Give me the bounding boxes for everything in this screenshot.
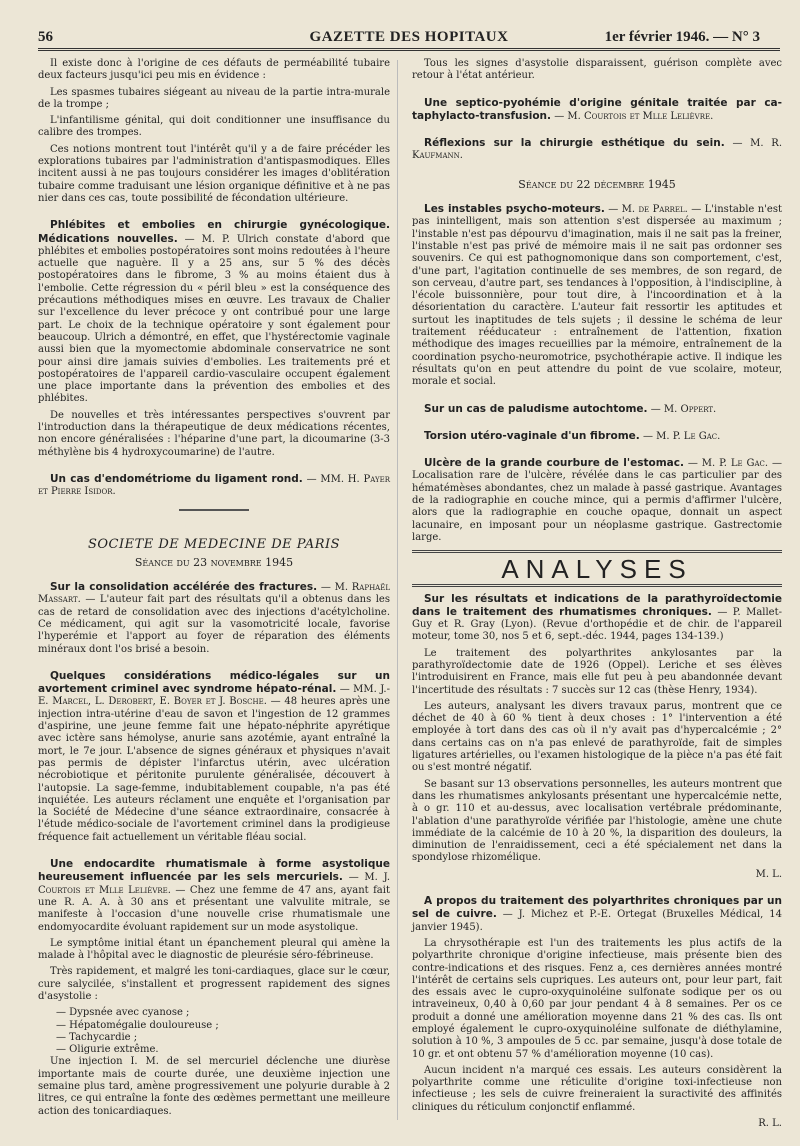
- paragraph: Les spasmes tubaires siégeant au niveau de la partie intra-murale de la trompe ;: [38, 86, 390, 110]
- right-column: [412, 58, 782, 1134]
- page-number: 56: [38, 29, 53, 45]
- section-heading-analyses: ANALYSES: [501, 554, 693, 585]
- article-title: Phlébites et embolies en chirurgie gynécologique. Médications nouvelles.: [38, 219, 390, 245]
- article-title: A propos du traitement des polyarthrites chroniques par un sel de cuivre.: [412, 895, 782, 921]
- article-author: — M. P. Le Gac.: [642, 430, 721, 442]
- paragraph: Le traitement des polyarthrites ankylosantes par la parathyroïdectomie date de 1926 (Oppel). Leriche et ses élèves l'introduisirent en France, mais elle fut peu à peu abandonnée devant l'incertitude des résultats : 7 succès sur 12 cas (thèse Henry, 1934).: [412, 647, 782, 696]
- paragraph: Il existe donc à l'origine de ces défauts de perméabilité tubaire deux facteurs jusqu'ici peu mis en évidence :: [38, 58, 390, 82]
- article-author: — M. P. Ulrich: [184, 233, 269, 245]
- article-title: Sur la consolidation accélérée des fractures.: [50, 581, 318, 594]
- paragraph: Tous les signes d'asystolie disparaissent, guérison complète avec retour à l'état antérieur.: [412, 58, 782, 82]
- article-author: — P. Mallet-Guy et R. Gray (Lyon). (Revue d'orthopédie et de chir. de l'appareil moteur, tome 30, nos 5 et 6, sept.-déc. 1944, pages 134-139.): [412, 606, 782, 643]
- article-title: Une endocardite rhumatismale à forme asystolique heureusement influencée par les sels mercuriels.: [38, 858, 390, 884]
- list-item: — Oligurie extrême.: [56, 1044, 159, 1056]
- article-author: — MM. H. Payer et Pierre Isidor.: [38, 473, 390, 498]
- list-item: — Tachycardie ;: [56, 1031, 138, 1043]
- paragraph: Ces notions montrent tout l'intérêt qu'il y a de faire précéder les explorations tubaires par l'administration d'antispasmodiques. Elles incitent aussi à ne pas toujours considérer les images d'oblitération tubaire comme traduisant une lésion organique définitive et à ne pas nier dans ces cas, toute possibilité de fécondation ultérieure.: [38, 143, 390, 204]
- article-title: Une septico-pyohémie d'origine génitale traitée par ca-taphylacto-transfusion.: [412, 96, 782, 122]
- article-title: Réflexions sur la chirurgie esthétique du sein.: [424, 137, 725, 150]
- paragraph: De nouvelles et très intéressantes perspectives s'ouvrent par l'introduction dans la thérapeutique de deux médications récentes, non encore généralisées : l'héparine d'une part, la dicoumarine (3-3 méthylène bis 4 hydroxycoumarine) de l'autre.: [38, 409, 390, 458]
- paragraph: Les auteurs, analysant les divers travaux parus, montrent que ce déchet de 40 à 60 % tient à deux choses : 1° l'intervention a été employée à tort dans des cas où il n'y avait pas d'hypercalcémie ; 2° dans certains cas on n'a pas enlevé de parathyroïde, fait de simples ligatures artérielles, ou l'examen histologique de la pièce n'a pas été fait ou s'est montré négatif.: [412, 700, 782, 774]
- article: [38, 858, 390, 934]
- article-author: — M. Courtois et Mlle Lelièvre.: [554, 110, 714, 122]
- article: [412, 457, 782, 544]
- article-body: constate d'abord que phlébites et embolies postopératoires sont moins redoutées à l'heure actuelle que naguère. Il y a 25 ans, sur 5 % des décès postopératoires dans le fibrome, 3 % au moins étaient dus à l'embolie. Cette régression du « péril bleu » est la conséquence des précautions méthodiques mises en œuvre. Les travaux de Chalier sur l'excellence du lever précoce y ont contribué pour une large part. Le choix de la technique opératoire y sont également pour beaucoup. Ulrich a démontré, en effet, que l'hystérectomie vaginale aussi bien que la myomectomie abdominale conservatrice ne sont pour ainsi dire jamais suivies d'embolies. Les traitements pré et postopératoires de l'appareil cardio-vasculaire occupent également une place importante dans la prévention des embolies et des phlébites.: [38, 233, 390, 405]
- seance-date: Séance du 23 novembre 1945: [134, 555, 294, 569]
- paragraph: Aucun incident n'a marqué ces essais. Les auteurs considèrent la polyarthrite comme une réticulite d'origine toxi-infectieuse non infectieuse ; les sels de cuivre freineraient la suractivité des affinités cliniques du réticulum conjonctif enflammé.: [412, 1064, 782, 1113]
- paragraph: La chrysothérapie est l'un des traitements les plus actifs de la polyarthrite chronique d'origine infectieuse, mais présente bien des contre-indications et des risques. Fenz a, ces dernières années montré l'intérêt de certains sels cupriques. Les auteurs ont, pour leur part, fait des essais avec le cupro-oxyquinoléine sulfonate sodique per os ou intraveineux, 0,40 à 0,60 par jour pendant 4 à 8 semaines. Per os ce produit a donné une amélioration moyenne dans 21 % des cas. Ils ont employé également le cupro-oxyquinoléine sulfonate de diéthylamine, solution à 10 %, 3 ampoules de 5 cc. par semaine, jusqu'à dose totale de 10 gr. et ont obtenu 57 % d'amélioration moyenne (10 cas).: [412, 937, 782, 1060]
- paragraph: Se basant sur 13 observations personnelles, les auteurs montrent que dans les rhumatismes ankylosants présentant une hypercalcémie nette, à o gr. 110 et au-dessus, avec localisation vertébrale prédominante, l'ablation d'une parathyroïde vérifiée par l'histologie, amène une chute immédiate de la calcémie de 10 à 20 %, la disparition des douleurs, la diminution de l'enraidissement, ceci a été spécialement net dans la spondylose rhizomélique.: [412, 778, 782, 864]
- article-title: Les instables psycho-moteurs.: [424, 203, 605, 216]
- article: [38, 219, 390, 405]
- list-item: — Hépatomégalie douloureuse ;: [56, 1019, 219, 1031]
- signature: R. L.: [758, 1118, 782, 1130]
- article-title: Sur un cas de paludisme autochtome.: [424, 402, 648, 415]
- paragraph: Le symptôme initial étant un épanchement pleural qui amène la malade à l'hôpital avec le diagnostic de pleurésie séro-fébrineuse.: [38, 937, 390, 962]
- article-title: Un cas d'endométriome du ligament rond.: [50, 472, 303, 485]
- article: [412, 403, 782, 416]
- divider: [412, 550, 782, 553]
- left-column: [38, 58, 390, 1122]
- article: [412, 895, 782, 934]
- article-author: — M. Raphaël Massart.: [38, 582, 390, 606]
- column-separator: [397, 60, 398, 1120]
- society-title: SOCIETE DE MEDECINE DE PARIS: [87, 536, 341, 552]
- symptom-list: [38, 1007, 390, 1056]
- paragraph: L'infantilisme génital, qui doit conditionner une insuffisance du calibre des trompes.: [38, 115, 390, 139]
- article-author: — MM. J.-E. Marcel, L. Derobert, E. Boyer et J. Bosche.: [38, 684, 390, 708]
- divider: [179, 509, 249, 511]
- journal-title: GAZETTE DES HOPITAUX: [309, 29, 509, 45]
- article-author: — M. Oppert.: [650, 403, 717, 415]
- paragraph: Une injection I. M. de sel mercuriel déclenche une diurèse importante mais de courte durée, une deuxième injection une semaine plus tard, amène progressivement une polyurie durable à 2 litres, ce qui entraîne la fonte des œdèmes permettant une meilleure action des tonicardiaques.: [38, 1056, 390, 1117]
- article-body: — 48 heures après une injection intra-utérine d'eau de savon et l'ingestion de 12 grammes d'aspirine, une jeune femme fait une hépato-néphrite apyrétique avec ictère sans hémolyse, anurie sans azotémie, ayant entraîné la mort, le 7e jour. L'absence de signes généraux et physiques n'avait pas permis de dépister l'infarctus utérin, avec ulcération nécrobiotique et péritonite purulente généralisée, découvert à l'autopsie. La sage-femme, indubitablement coupable, n'a pas été inquiétée. Les auteurs réclament une enquête et l'organisation par la Société de Médecine d'une séance extraordinaire, consacrée à l'étude médico-sociale de l'avortement criminel dans la prodigieuse fréquence fait actuellement un véritable fléau social.: [38, 696, 390, 843]
- article-title: Torsion utéro-vaginale d'un fibrome.: [424, 429, 640, 442]
- page-header: [38, 26, 780, 48]
- paragraph: Très rapidement, et malgré les toni-cardiaques, glace sur le cœur, cure salycilée, s'installent et progressent rapidement des signes d'asystolie :: [38, 966, 390, 1002]
- article-title: Quelques considérations médico-légales sur un avortement criminel avec syndrome hépato-rénal.: [38, 669, 390, 696]
- article: [412, 593, 782, 644]
- issue-date: 1er février 1946. — N° 3: [604, 29, 760, 45]
- article-title: Ulcère de la grande courbure de l'estomac.: [424, 457, 684, 470]
- article-body: — L'auteur fait part des résultats qu'il a obtenus dans les cas de retard de consolidation avec des injections d'acétylcholine. Ce médicament, qui agit sur la vasomotricité locale, favorise l'hyperémie et l'apport au foyer de réparation des éléments minéraux dont l'os brisé a besoin.: [38, 594, 390, 655]
- list-item: — Dypsnée avec cyanose ;: [56, 1007, 190, 1019]
- signature: M. L.: [755, 868, 782, 880]
- article-author: — M. P. Le Gac.: [687, 458, 769, 470]
- article-author: — M. R. Kaufmann.: [412, 138, 783, 162]
- article-author: — J. Michez et P.-E. Ortegat (Bruxelles Médical, 14 janvier 1945).: [412, 909, 782, 933]
- article-author: — M. J. Courtois et Mlle Lelièvre.: [38, 872, 391, 896]
- article: [412, 203, 782, 388]
- article-body: — L'instable n'est pas inintelligent, mais son attention s'est dispersée au maximum ; l'instable n'est pas dépourvu d'imagination, mais il ne sait pas la freiner, l'instable n'est pas privé de mémoire mais il ne sait pas ordonner ses souvenirs. Ce qui est pathognomonique dans son comportement, c'est, d'une part, l'agitation continuelle de ses membres, de son regard, de son cerveau, d'autre part, ses tendances à l'opposition, à l'indiscipline, à l'école buissonnière, pour tout dire, à l'incoordination et à la désorientation du caractère. L'auteur fait ressortir les aptitudes et surtout les inaptitudes de tels sujets ; il dessine le schéma de leur traitement rééducateur : entraînement de l'attention, fixation méthodique des images recueillies par la mémoire, entraînement de la coordination psycho-neuromotrice, psychothérapie active. Il indique les résultats qu'on en peut attendre du point de vue scolaire, moteur, morale et social.: [412, 204, 782, 388]
- header-rule: [38, 48, 780, 51]
- seance-date: Séance du 22 décembre 1945: [518, 177, 676, 191]
- article-title: Sur les résultats et indications de la parathyroïdectomie dans le traitement des rhumatismes chroniques.: [412, 592, 782, 618]
- article: [412, 430, 782, 443]
- article: [412, 97, 782, 124]
- article: [38, 670, 390, 844]
- article-body: — Chez une femme de 47 ans, ayant fait une R. A. A. à 30 ans et présentant une valvulite mitrale, se manifeste à l'occasion d'une nouvelle crise rhumatismale une endomyocardite évoluant rapidement sur un mode asystolique.: [38, 884, 390, 933]
- article: [38, 473, 390, 499]
- article: [412, 137, 782, 163]
- article: [38, 581, 390, 656]
- article-author: — M. de Parrel.: [608, 204, 688, 216]
- article-body: — Localisation rare de l'ulcère, révélée dans le cas particulier par des hématémèses abondantes, chez un malade à passé gastrique. Avantages de la radiographie en couche mince, qui a permis d'affirmer l'ulcère, alors que la radiographie en couche opaque, donnait un aspect lacunaire, en imposant pour un néoplasme gastrique. Gastrectomie large.: [412, 458, 782, 543]
